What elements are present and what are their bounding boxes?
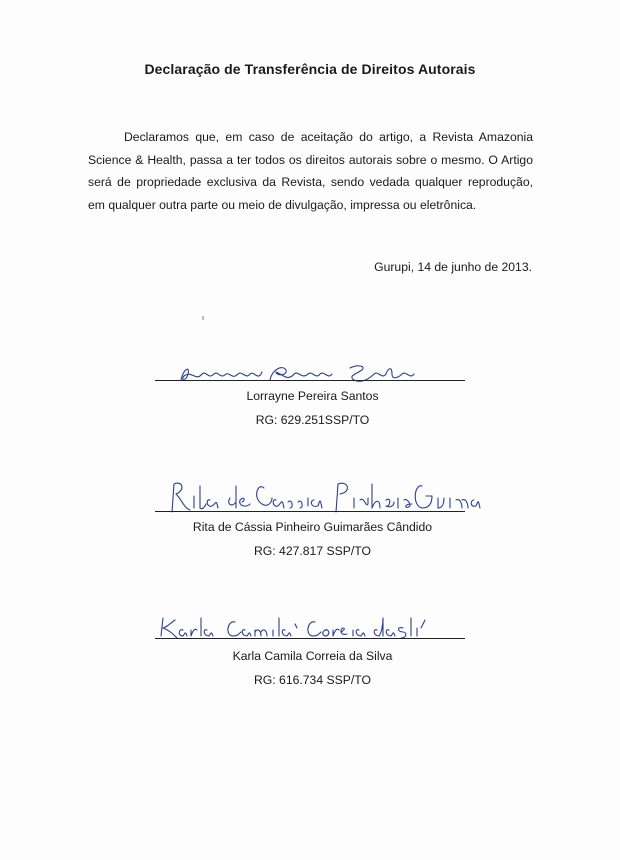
signature-line-2 <box>155 511 465 512</box>
signature-line-1 <box>155 380 465 381</box>
scan-speck <box>202 316 204 320</box>
date-line: Gurupi, 14 de junho de 2013. <box>374 260 532 274</box>
document-title: Declaração de Transferência de Direitos Autorais <box>144 61 476 77</box>
signatory-rg-1: RG: 629.251SSP/TO <box>255 413 370 427</box>
declaration-paragraph: Declaramos que, em caso de aceitação do artigo, a Revista Amazonia Science & Health, passa a ter todos os direitos autorais sobre o mesmo. O Artigo será de propriedade exclusiva da Revista, sendo vedada qualquer reprodução, em qualquer outra parte ou meio de divulgação, impressa ou eletrônica. <box>88 130 533 212</box>
signatory-name-3: Karla Camila Correia da Silva <box>232 649 393 663</box>
signature-1 <box>178 360 418 386</box>
signatory-name-2: Rita de Cássia Pinheiro Guimarães Cândido <box>192 520 433 534</box>
signatory-name-1: Lorrayne Pereira Santos <box>246 389 379 403</box>
signature-line-3 <box>155 638 465 639</box>
signatory-rg-2: RG: 427.817 SSP/TO <box>254 544 371 558</box>
signatory-rg-3: RG: 616.734 SSP/TO <box>254 673 371 687</box>
